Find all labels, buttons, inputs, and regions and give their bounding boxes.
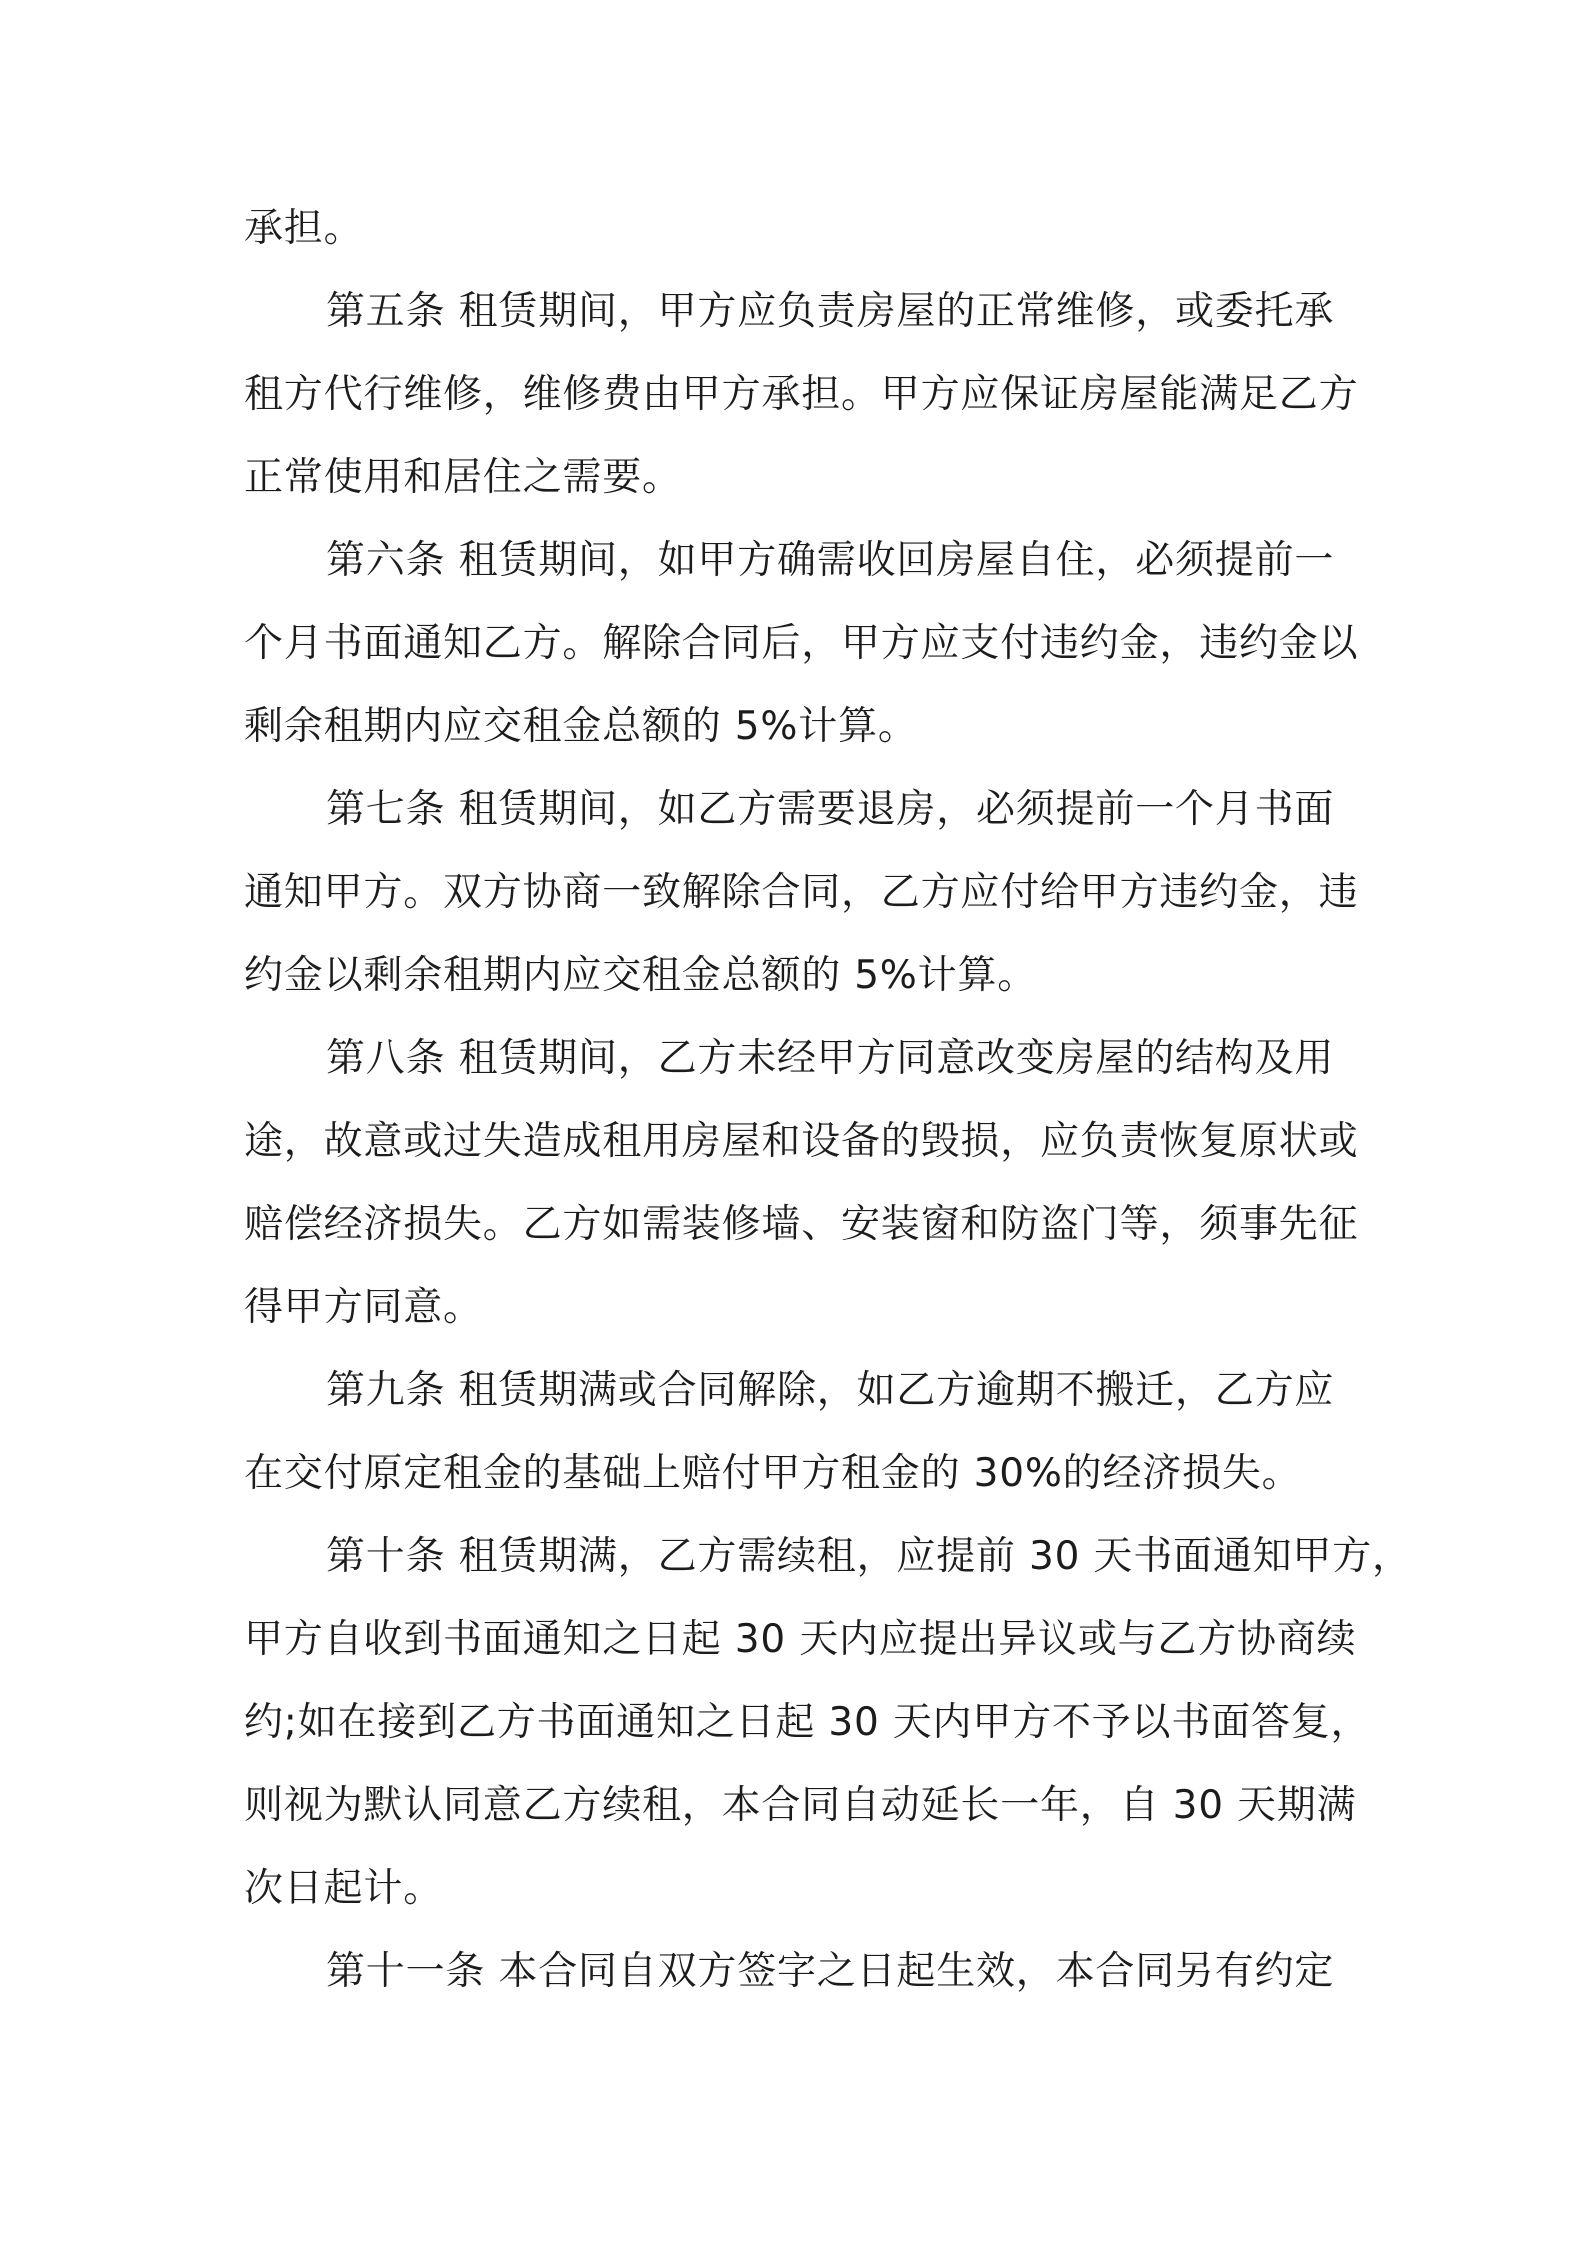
article-11-heading-line: 第十一条 本合同自双方签字之日起生效，本合同另有约定 bbox=[326, 1949, 1335, 1994]
text-line: 在交付原定租金的基础上赔付甲方租金的 30%的经济损失。 bbox=[244, 1451, 1302, 1496]
text-line: 次日起计。 bbox=[244, 1866, 444, 1911]
text-line: 约金以剩余租期内应交租金总额的 5%计算。 bbox=[244, 953, 1038, 998]
text-line: 赔偿经济损失。乙方如需装修墙、安装窗和防盗门等，须事先征 bbox=[244, 1202, 1359, 1247]
text-line: 通知甲方。双方协商一致解除合同，乙方应付给甲方违约金，违 bbox=[244, 870, 1359, 915]
article-5-heading-line: 第五条 租赁期间，甲方应负责房屋的正常维修，或委托承 bbox=[326, 289, 1335, 334]
text-line: 正常使用和居住之需要。 bbox=[244, 455, 682, 500]
text-line: 得甲方同意。 bbox=[244, 1285, 483, 1330]
text-line: 则视为默认同意乙方续租，本合同自动延长一年，自 30 天期满 bbox=[244, 1783, 1357, 1828]
article-10-heading-line: 第十条 租赁期满，乙方需续租，应提前 30 天书面通知甲方， bbox=[326, 1534, 1412, 1579]
article-9-heading-line: 第九条 租赁期满或合同解除，如乙方逾期不搬迁，乙方应 bbox=[326, 1368, 1335, 1413]
text-line: 剩余租期内应交租金总额的 5%计算。 bbox=[244, 704, 918, 749]
text-line: 租方代行维修，维修费由甲方承担。甲方应保证房屋能满足乙方 bbox=[244, 372, 1359, 417]
text-line: 甲方自收到书面通知之日起 30 天内应提出异议或与乙方协商续 bbox=[244, 1617, 1357, 1662]
article-8-heading-line: 第八条 租赁期间，乙方未经甲方同意改变房屋的结构及用 bbox=[326, 1036, 1335, 1081]
text-line: 承担。 bbox=[244, 206, 364, 251]
text-line: 约;如在接到乙方书面通知之日起 30 天内甲方不予以书面答复， bbox=[244, 1700, 1371, 1745]
text-line: 个月书面通知乙方。解除合同后，甲方应支付违约金，违约金以 bbox=[244, 621, 1359, 666]
text-line: 途，故意或过失造成租用房屋和设备的毁损，应负责恢复原状或 bbox=[244, 1119, 1359, 1164]
article-7-heading-line: 第七条 租赁期间，如乙方需要退房，必须提前一个月书面 bbox=[326, 787, 1335, 832]
article-6-heading-line: 第六条 租赁期间，如甲方确需收回房屋自住，必须提前一 bbox=[326, 538, 1335, 583]
